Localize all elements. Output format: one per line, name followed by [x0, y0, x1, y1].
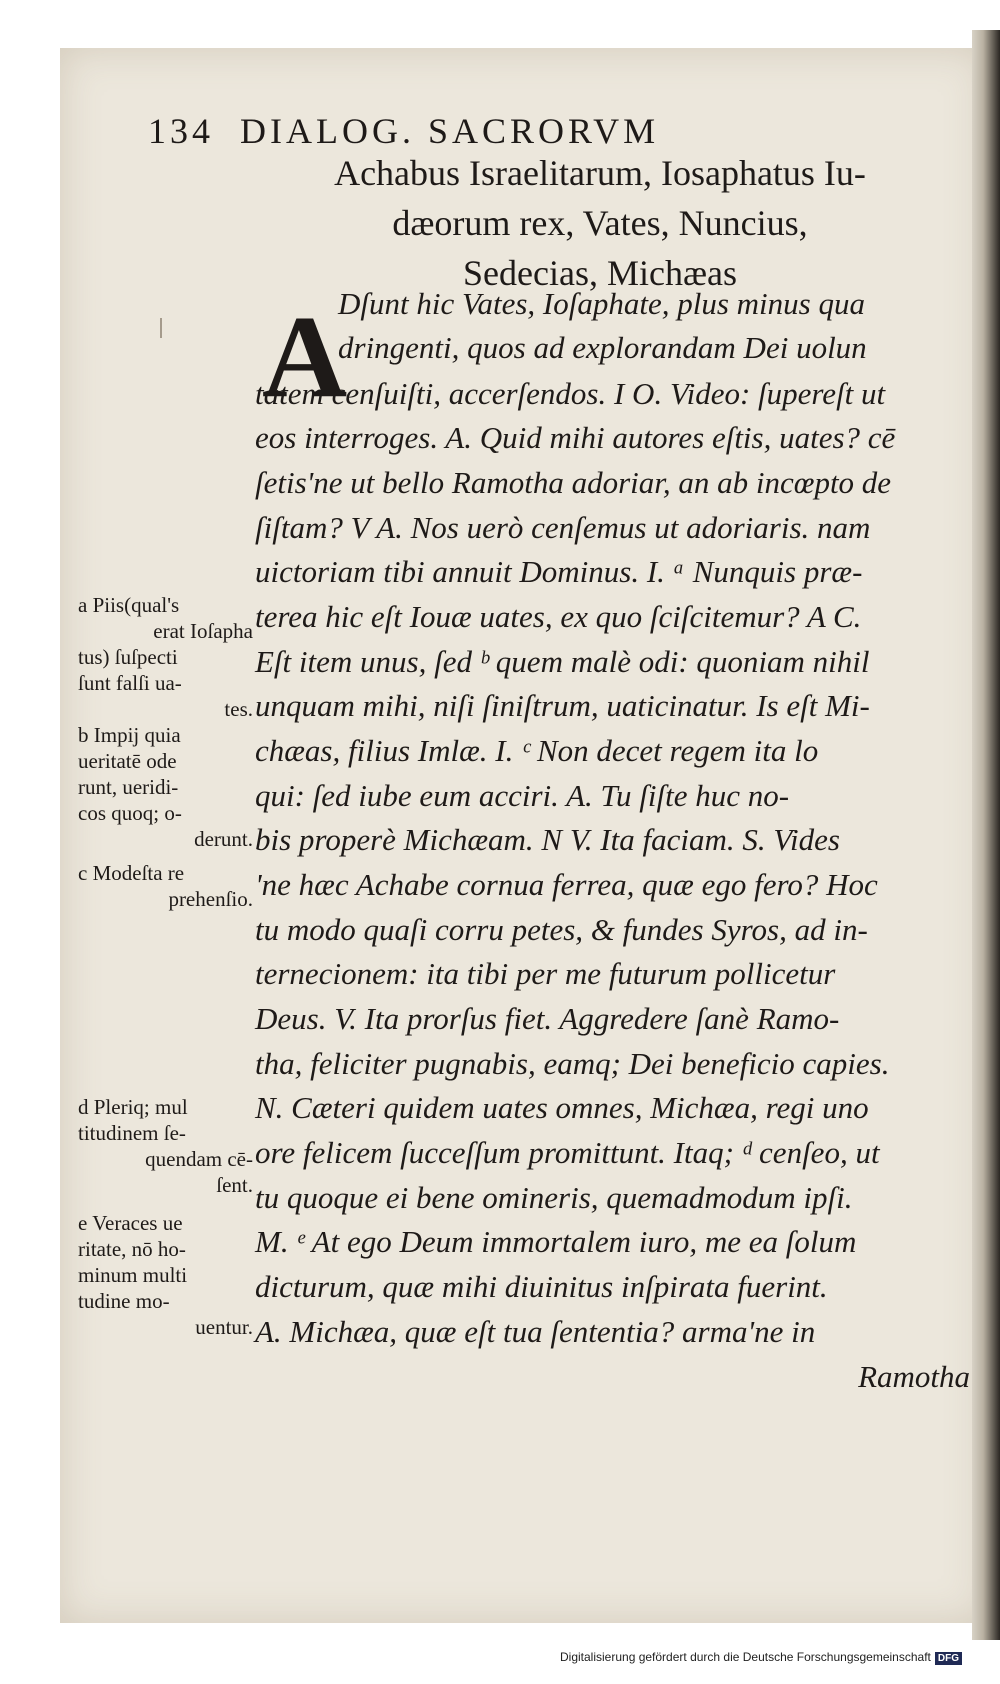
- running-title: DIALOG. SACRORVM: [240, 111, 660, 151]
- chapter-title-line: Sedecias, Michæas: [463, 253, 737, 293]
- body-line: N. Cæteri quidem uates omnes, Michæa, regi uno: [255, 1090, 869, 1125]
- body-line: Eſt item unus, ſed ᵇ quem malè odi: quoniam nihil: [255, 644, 870, 679]
- body-line: ore felicem ſucceſſum promittunt. Itaq; ᵈ cenſeo, ut: [255, 1135, 880, 1170]
- body-line: M. ᵉ At ego Deum immortalem iuro, me ea ſolum: [255, 1224, 857, 1259]
- body-line: chæas, filius Imlæ. I. ᶜ Non decet regem ita lo: [255, 733, 819, 768]
- marginal-note: uentur.: [195, 1315, 253, 1339]
- body-line: uictoriam tibi annuit Dominus. I. ᵃ Nunquis præ-: [255, 554, 863, 589]
- marginal-note: erat Ioſapha: [153, 619, 253, 643]
- marginal-note: cos quoq; o-: [78, 801, 182, 825]
- marginal-note: tudine mo-: [78, 1289, 170, 1313]
- marginal-note: ſent.: [216, 1173, 253, 1197]
- marginal-note: derunt.: [194, 827, 253, 851]
- marginal-note: ueritatē ode: [78, 749, 177, 773]
- marginal-note: d Pleriq; mul: [78, 1095, 188, 1119]
- body-line: ternecionem: ita tibi per me futurum pollicetur: [255, 956, 836, 991]
- marginal-note: ſunt falſi ua-: [78, 671, 182, 695]
- pencil-mark: [160, 318, 162, 338]
- marginal-note: c Modeſta re: [78, 861, 185, 885]
- body-line: tha, feliciter pugnabis, eamq; Dei beneficio capies.: [255, 1046, 890, 1081]
- footer-text: Digitalisierung gefördert durch die Deutsche Forschungsgemeinschaft: [560, 1650, 931, 1664]
- running-header: [148, 110, 928, 152]
- page-number: 134: [148, 111, 214, 151]
- marginal-note: titudinem ſe-: [78, 1121, 186, 1145]
- chapter-title-line: Achabus Israelitarum, Iosaphatus Iu-: [334, 153, 866, 193]
- body-line: terea hic eſt Iouæ uates, ex quo ſciſcitemur? A C.: [255, 599, 862, 634]
- drop-cap: A: [262, 291, 348, 422]
- chapter-title-line: dæorum rex, Vates, Nuncius,: [392, 203, 808, 243]
- marginal-note: runt, ueridi-: [78, 775, 179, 799]
- marginal-note: quendam cē-: [145, 1147, 253, 1171]
- marginal-note: tus) ſuſpecti: [78, 645, 178, 669]
- marginal-note: minum multi: [78, 1263, 188, 1287]
- marginal-note: b Impij quia: [78, 723, 181, 747]
- digitization-footer: [560, 1650, 962, 1665]
- body-line: dringenti, quos ad explorandam Dei uolun: [338, 330, 867, 365]
- body-line: Dſunt hic Vates, Ioſaphate, plus minus qua: [338, 286, 865, 321]
- body-line: A. Michæa, quæ eſt tua ſententia? arma'ne in: [255, 1314, 816, 1349]
- body-line: ſiſtam? V A. Nos uerò cenſemus ut adoriaris. nam: [255, 510, 871, 545]
- dfg-logo: DFG: [935, 1652, 962, 1665]
- marginal-note: ritate, nō ho-: [78, 1237, 186, 1261]
- marginal-note: prehenſio.: [168, 887, 253, 911]
- body-line: tu quoque ei bene omineris, quemadmodum ipſi.: [255, 1180, 853, 1215]
- body-line: 'ne hæc Achabe cornua ferrea, quæ ego fero? Hoc: [255, 867, 878, 902]
- marginal-note: a Piis(qual's: [78, 593, 180, 617]
- body-line: eos interroges. A. Quid mihi autores eſtis, uates? cē: [255, 420, 896, 455]
- body-line: bis properè Michæam. N V. Ita faciam. S. Vides: [255, 822, 840, 857]
- body-line: unquam mihi, niſi ſiniſtrum, uaticinatur. Is eſt Mi-: [255, 688, 870, 723]
- body-line: ſetis'ne ut bello Ramotha adoriar, an ab incœpto de: [255, 465, 892, 500]
- book-spine-edge: [972, 30, 1000, 1640]
- body-line: Deus. V. Ita prorſus fiet. Aggredere ſanè Ramo-: [255, 1001, 840, 1036]
- marginal-note: e Veraces ue: [78, 1211, 183, 1235]
- body-line: qui: ſed iube eum acciri. A. Tu ſiſte huc no-: [255, 778, 790, 813]
- body-line: dicturum, quæ mihi diuinitus inſpirata fuerint.: [255, 1269, 828, 1304]
- catchword: Ramotha: [858, 1359, 970, 1394]
- marginal-note: tes.: [224, 697, 253, 721]
- body-line: tatem cenſuiſti, accerſendos. I O. Video: ſupereſt ut: [255, 376, 886, 411]
- body-line: tu modo quaſi corru petes, & fundes Syros, ad in-: [255, 912, 868, 947]
